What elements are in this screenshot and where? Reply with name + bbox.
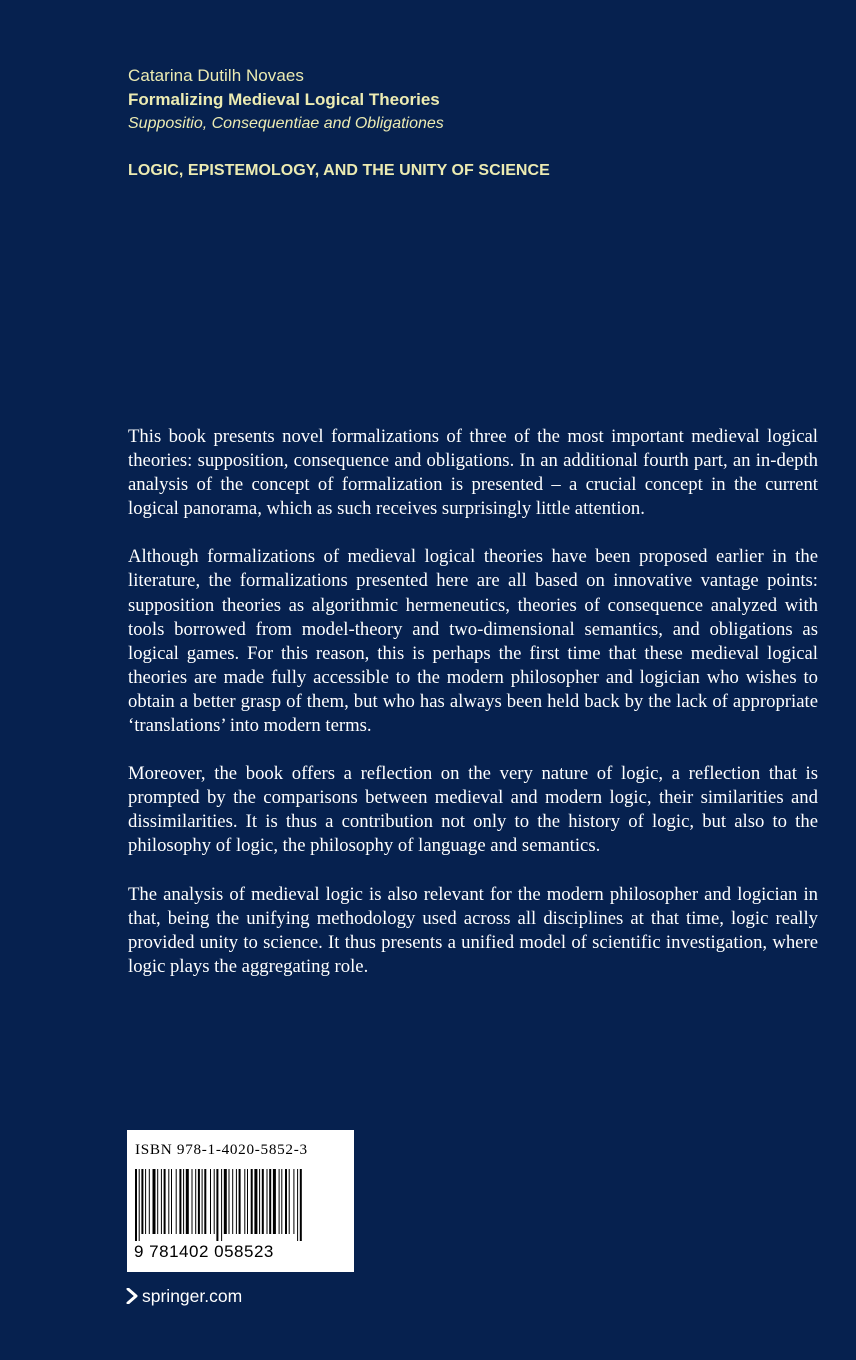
barcode-bar-17 bbox=[198, 1169, 200, 1234]
barcode-bar-6 bbox=[157, 1169, 158, 1234]
barcode-bar-8 bbox=[164, 1169, 166, 1234]
description-paragraph: Moreover, the book offers a reflection on the very nature of logic, a reflection that is prompted by the comparisons between medieval and modern logic, their similarities and dissimilarities. It is thus a contribution not only to the history of logic, but also to the philosophy of logic, the philosophy of language and semantics. bbox=[128, 763, 818, 857]
barcode-bar-42 bbox=[293, 1169, 294, 1234]
barcode-bar-18 bbox=[202, 1169, 203, 1234]
barcode-bar-25 bbox=[229, 1169, 230, 1234]
barcode-bar-34 bbox=[262, 1169, 264, 1234]
barcode-bar-44 bbox=[300, 1169, 302, 1241]
barcode-bar-0 bbox=[135, 1169, 137, 1241]
chevron-right-icon bbox=[126, 1288, 138, 1304]
barcode-bar-30 bbox=[247, 1169, 248, 1234]
barcode-bar-11 bbox=[176, 1169, 177, 1234]
barcode-bar-38 bbox=[279, 1169, 280, 1234]
barcode-bar-35 bbox=[267, 1169, 268, 1234]
description-paragraph: Although formalizations of medieval logical theories have been proposed earlier in the literature, the formalizations presented here are all based on innovative vantage points: supposition theories as algorithmic hermeneutics, theories of consequence analyzed with tools borrowed from model-theory and two-dimensional semantics, and obligations as logical games. For this reason, this is perhaps the first time that these medieval logical theories are made fully accessible to the modern philosopher and logician who wishes to obtain a better grasp of them, but who has always been held back by the lack of appropriate ‘translations’ into modern terms. bbox=[128, 546, 818, 737]
barcode-bar-22 bbox=[216, 1169, 218, 1241]
barcode-bar-23 bbox=[221, 1169, 222, 1241]
book-title: Formalizing Medieval Logical Theories bbox=[128, 90, 440, 109]
barcode-bar-4 bbox=[149, 1169, 150, 1234]
barcode-bar-12 bbox=[179, 1169, 181, 1234]
barcode-bar-27 bbox=[236, 1169, 237, 1234]
barcode-bar-13 bbox=[183, 1169, 184, 1234]
series-title: LOGIC, EPISTEMOLOGY, AND THE UNITY OF SCIENCE bbox=[128, 162, 550, 179]
barcode-bar-9 bbox=[168, 1169, 169, 1234]
barcode-bar-43 bbox=[297, 1169, 298, 1241]
author-name: Catarina Dutilh Novaes bbox=[128, 66, 304, 85]
isbn-barcode-box bbox=[127, 1130, 354, 1272]
barcode-bar-7 bbox=[161, 1169, 162, 1234]
barcode-bar-3 bbox=[145, 1169, 146, 1234]
barcode-bar-29 bbox=[244, 1169, 245, 1234]
barcode-bar-10 bbox=[171, 1169, 172, 1234]
barcode-bar-1 bbox=[139, 1169, 140, 1241]
barcode-bar-39 bbox=[281, 1169, 282, 1234]
barcode-bar-32 bbox=[254, 1169, 257, 1234]
barcode-bar-37 bbox=[273, 1169, 276, 1234]
barcode-bar-20 bbox=[210, 1169, 211, 1234]
barcode-bar-33 bbox=[259, 1169, 260, 1234]
springer-website-link[interactable] bbox=[126, 1283, 242, 1309]
barcode-bar-40 bbox=[285, 1169, 287, 1234]
barcode-bar-19 bbox=[204, 1169, 206, 1234]
barcode-bar-28 bbox=[239, 1169, 241, 1234]
barcode-bar-36 bbox=[269, 1169, 271, 1234]
barcode-bar-16 bbox=[195, 1169, 196, 1234]
book-header bbox=[128, 64, 748, 183]
barcode-bar-41 bbox=[289, 1169, 290, 1234]
barcode-bar-14 bbox=[186, 1169, 189, 1234]
barcode-bar-24 bbox=[224, 1169, 227, 1234]
book-description bbox=[128, 425, 818, 1003]
description-paragraph: The analysis of medieval logic is also relevant for the modern philosopher and logician in that, being the unifying methodology used across all disciplines at that time, logic really provided unity to science. It thus presents a unified model of scientific investigation, where logic plays the aggregating role. bbox=[128, 883, 818, 977]
barcode-image bbox=[134, 1169, 347, 1241]
barcode-bar-5 bbox=[153, 1169, 156, 1234]
barcode-bar-31 bbox=[251, 1169, 253, 1234]
book-subtitle: Suppositio, Consequentiae and Obligationes bbox=[128, 115, 444, 132]
barcode-bar-15 bbox=[192, 1169, 193, 1234]
barcode-bar-26 bbox=[232, 1169, 233, 1234]
barcode-bar-21 bbox=[214, 1169, 215, 1234]
barcode-bar-2 bbox=[141, 1169, 143, 1234]
description-paragraph: This book presents novel formalizations of three of the most important medieval logical theories: supposition, consequence and obligations. In an additional fourth part, an in-depth analysis of the concept of formalization is presented – a crucial concept in the current logical panorama, which as such receives surprisingly little attention. bbox=[128, 426, 818, 520]
springer-link-text: springer.com bbox=[142, 1285, 243, 1306]
isbn-label: ISBN 978-1-4020-5852-3 bbox=[135, 1141, 308, 1158]
barcode-digits: 9 781402 058523 bbox=[134, 1242, 274, 1261]
